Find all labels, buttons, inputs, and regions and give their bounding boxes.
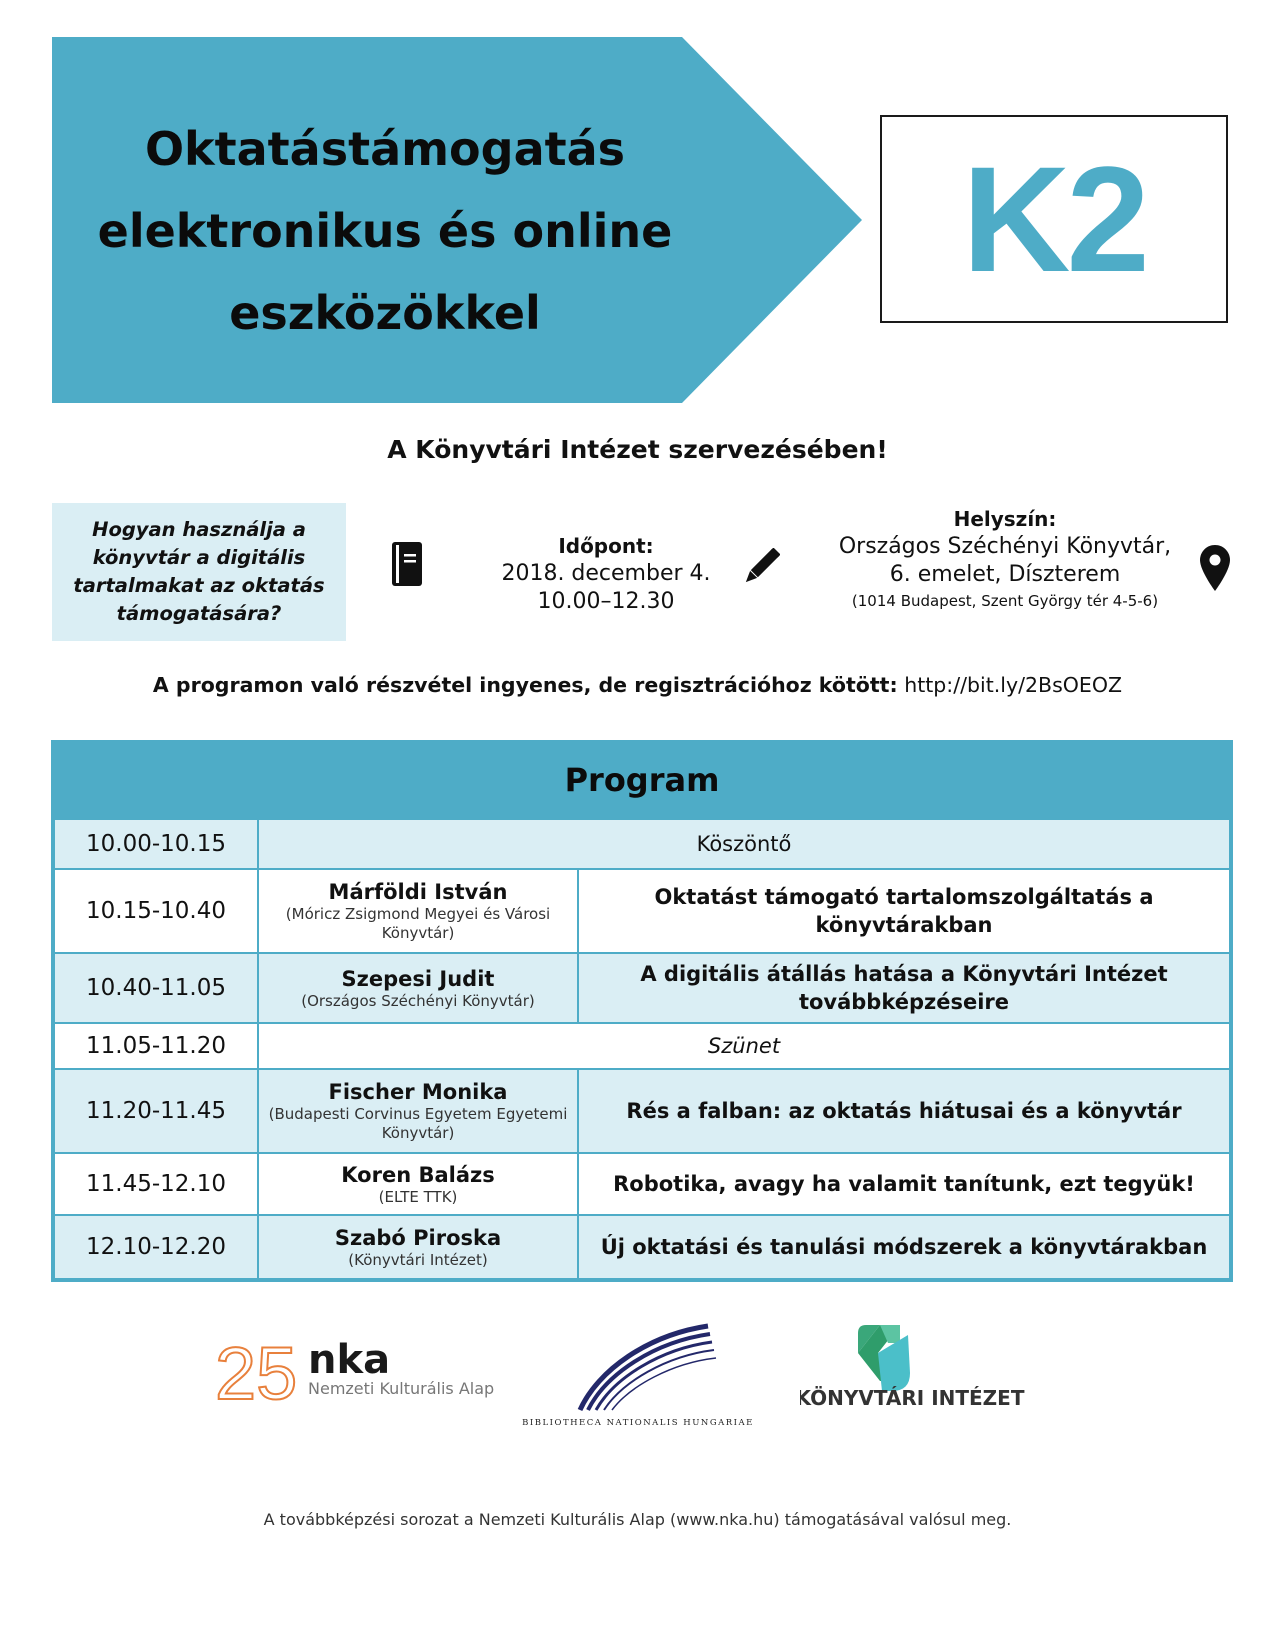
talk-title: A digitális átállás hatása a Könyvtári Intézet továbbképzéseire	[578, 953, 1230, 1023]
venue-label: Helyszín:	[953, 507, 1057, 531]
speaker-institution: (Budapesti Corvinus Egyetem Egyetemi Könyvtár)	[268, 1105, 568, 1142]
ki-name: KÖNYVTÁRI INTÉZET	[800, 1386, 1025, 1410]
program-time: 11.45-12.10	[54, 1153, 258, 1215]
time-label: Időpont:	[558, 534, 654, 558]
program-time: 11.20-11.45	[54, 1069, 258, 1153]
program-time: 10.00-10.15	[54, 819, 258, 869]
program-speaker-cell	[258, 1153, 578, 1215]
speaker-institution: (ELTE TTK)	[378, 1187, 458, 1206]
location-pin-icon	[1200, 545, 1230, 595]
program-speaker-cell	[258, 1069, 578, 1153]
talk-title: Rés a falban: az oktatás hiátusai és a könyvtár	[578, 1069, 1230, 1153]
speaker-name: Fischer Monika	[328, 1080, 508, 1104]
program-speaker-cell	[258, 953, 578, 1023]
question-text: Hogyan használja a könyvtár a digitális tartalmakat az oktatás támogatására?	[73, 518, 325, 625]
venue-block	[820, 505, 1190, 613]
organizer-line: A Könyvtári Intézet szervezésében!	[387, 435, 888, 464]
speaker-institution: (Könyvtári Intézet)	[348, 1250, 488, 1269]
speaker-name: Szepesi Judit	[341, 966, 495, 991]
event-code-box	[880, 115, 1228, 323]
program-row	[54, 1153, 1230, 1215]
program-table	[51, 740, 1233, 1282]
event-title-line-2: elektronikus és online	[97, 204, 673, 258]
program-session: Köszöntő	[258, 819, 1230, 869]
talk-title: Robotika, avagy ha valamit tanítunk, ezt tegyük!	[578, 1153, 1230, 1215]
oszk-name: BIBLIOTHECA NATIONALIS HUNGARIAE	[522, 1418, 754, 1428]
program-speaker-cell	[258, 869, 578, 953]
event-title-line-3: eszközökkel	[229, 286, 541, 340]
oszk-logo	[518, 1320, 758, 1434]
program-schedule	[53, 818, 1231, 1280]
program-speaker-cell	[258, 1215, 578, 1279]
program-time: 12.10-12.20	[54, 1215, 258, 1279]
program-row	[54, 1023, 1230, 1069]
registration-link[interactable]: http://bit.ly/2BsOEOZ	[904, 673, 1123, 697]
event-code: K2	[962, 135, 1146, 303]
talk-title: Oktatást támogató tartalomszolgáltatás a könyvtárakban	[578, 869, 1230, 953]
footer-note: A továbbképzési sorozat a Nemzeti Kulturális Alap (www.nka.hu) támogatásával valósul meg.	[263, 1510, 1012, 1529]
talk-title: Új oktatási és tanulási módszerek a könyvtárakban	[578, 1215, 1230, 1279]
registration-line	[0, 673, 1275, 697]
question-box	[52, 503, 346, 641]
program-row	[54, 869, 1230, 953]
program-row	[54, 953, 1230, 1023]
program-title: Program	[53, 742, 1231, 818]
program-session: Szünet	[258, 1023, 1230, 1069]
book-icon	[392, 542, 422, 590]
pencil-icon	[740, 548, 780, 592]
venue-room: 6. emelet, Díszterem	[889, 562, 1121, 587]
venue-name: Országos Széchényi Könyvtár,	[838, 534, 1172, 559]
time-block	[490, 532, 722, 616]
venue-address: (1014 Budapest, Szent György tér 4-5-6)	[851, 592, 1159, 610]
program-row	[54, 1215, 1230, 1279]
speaker-institution: (Országos Széchényi Könyvtár)	[301, 991, 535, 1010]
speaker-name: Koren Balázs	[341, 1162, 495, 1187]
program-row	[54, 819, 1230, 869]
nka-name: Nemzeti Kulturális Alap	[308, 1379, 495, 1398]
nka-mark: nka	[308, 1337, 391, 1383]
program-time: 10.15-10.40	[54, 869, 258, 953]
program-row	[54, 1069, 1230, 1153]
konyvtari-intezet-logo	[800, 1323, 1030, 1417]
nka-number: 25	[215, 1333, 298, 1413]
nka-logo	[215, 1333, 505, 1417]
speaker-name: Márföldi István	[328, 880, 508, 904]
event-hours: 10.00–12.30	[537, 589, 675, 614]
registration-text: A programon való részvétel ingyenes, de regisztrációhoz kötött:	[152, 673, 898, 697]
speaker-name: Szabó Piroska	[334, 1225, 502, 1250]
event-title-line-1: Oktatástámogatás	[144, 122, 626, 176]
event-title	[95, 108, 675, 354]
speaker-institution: (Móricz Zsigmond Megyei és Városi Könyvtár)	[285, 905, 551, 942]
program-time: 11.05-11.20	[54, 1023, 258, 1069]
program-time: 10.40-11.05	[54, 953, 258, 1023]
event-date: 2018. december 4.	[501, 561, 711, 586]
